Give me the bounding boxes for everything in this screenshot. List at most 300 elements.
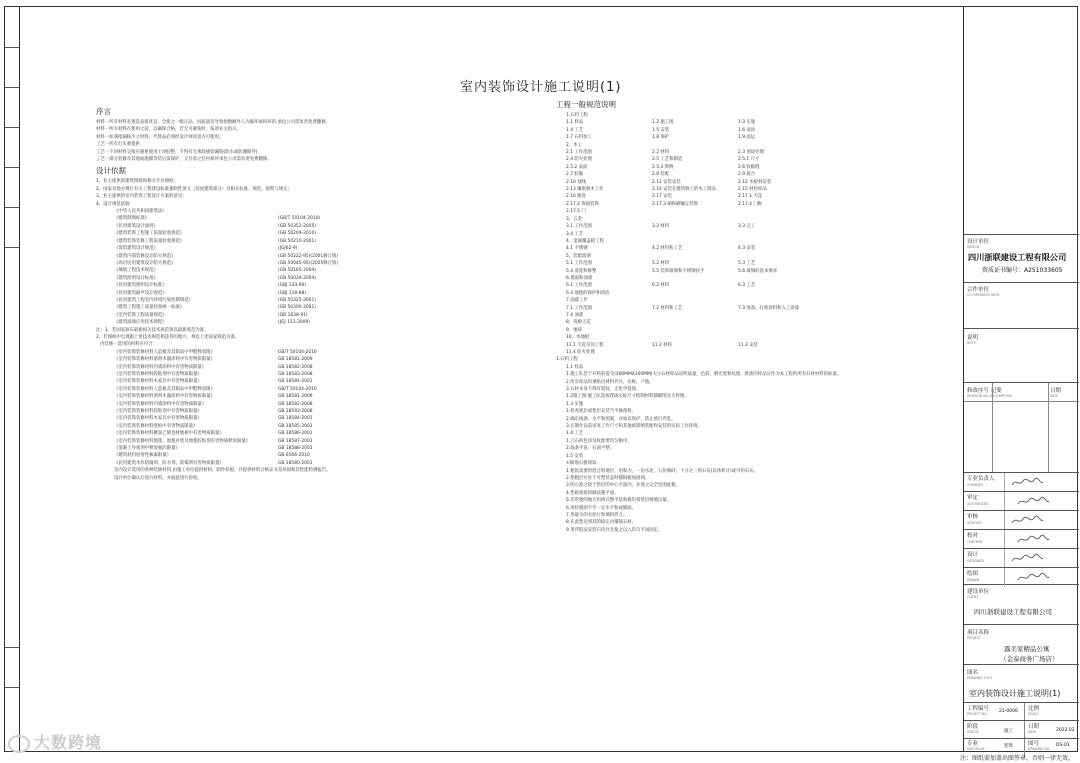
standard-row-cell: 《建筑玻璃应用技术规程》	[114, 320, 167, 326]
stone-heading: 1.石料工程	[556, 357, 578, 363]
toc-row-cell: 3.3 完工	[738, 224, 756, 230]
install-heading: ①铺地石板须知：	[566, 461, 601, 467]
toc-row-cell: 2.15 材料样品	[738, 187, 767, 193]
standard-row-cell: (GB 50300-2001)	[278, 305, 316, 311]
material-row-cell: 《建筑材料放射性核素限量》	[114, 453, 172, 459]
discipline-value: 装饰	[1004, 744, 1013, 749]
toc-row-cell	[652, 334, 738, 341]
toc-row-cell: 5.2 材料	[652, 261, 670, 267]
toc-row	[566, 119, 936, 126]
stone-sub-implement: 1.3 实施	[566, 401, 584, 407]
toc-row-cell	[652, 216, 738, 223]
date-sub: DATE	[1028, 730, 1037, 734]
standard-row	[114, 290, 396, 297]
preface-line: 工艺一所有灯头要提供	[96, 142, 140, 148]
standards-table	[96, 208, 396, 327]
toc-row-cell	[738, 319, 828, 326]
closing-line: 室内设计选用的各种装修材料,由施工单位提供材料、制作样板，并提供材料合格证书及环保和其性能检测报告。	[114, 468, 331, 474]
toc-row-cell: 11.1 天花吊顶工程	[566, 342, 604, 348]
toc-row	[566, 275, 936, 282]
toc-row-cell: 4.1 不锈钢	[566, 246, 588, 252]
toc-row-cell: 11.4 防火处理	[566, 350, 595, 355]
material-row-cell: 《室内装饰装修材料溶剂木器涂料中有害物质限量》	[114, 357, 215, 363]
footnote: 注：图纸需加盖出图签章，否则一律无效。	[959, 755, 1074, 762]
stage-cell	[964, 720, 1079, 738]
material-row-cell: 《室内装饰装修材料木家具中有害物质限量》	[114, 416, 202, 422]
role-sub: AUTHORIZED	[967, 502, 989, 506]
material-row	[114, 349, 396, 356]
toc-row-cell	[738, 297, 828, 304]
material-row-cell: GB/T 50104-2010	[278, 349, 317, 355]
toc-row	[566, 297, 936, 304]
standard-row	[114, 253, 396, 260]
standard-row	[114, 223, 396, 230]
signature-icon	[1010, 553, 1044, 566]
toc-row-cell: 7.2 材料和工艺	[652, 305, 683, 311]
toc-row	[566, 156, 936, 163]
toc-row-cell: 1.9 面运	[738, 135, 756, 141]
toc-row-cell: 2.6 收缩缝	[738, 164, 760, 170]
role-sub: DRAWN	[967, 578, 980, 582]
toc-row-cell	[652, 327, 738, 334]
toc-row-cell	[738, 334, 828, 341]
toc-row-cell: 6.3 工艺	[738, 283, 756, 289]
design-unit-sub: DESIGN	[967, 245, 980, 249]
material-row-cell: GB 18582-2008	[278, 401, 313, 407]
toc-row-cell: 5、装配玻璃	[566, 253, 591, 259]
preface-heading: 序言	[96, 107, 111, 116]
material-row-cell: 《室内装饰装修材料壁纸中有害物质限量》	[114, 423, 198, 429]
stone-item: 2.所有样品均须贴出材料代号，名称，产地。	[566, 379, 654, 385]
date-label: 日期	[1028, 724, 1040, 730]
page-title: 室内装饰设计施工说明(1)	[460, 80, 622, 95]
role-label: 绘图	[967, 571, 979, 577]
toc-row-cell: 7.1 工作范围	[566, 305, 592, 311]
material-row	[114, 423, 396, 430]
toc-row-cell: 1.6 清涂	[738, 127, 756, 133]
install-item: 5.非常要的地方用两式整平基和板均将垫层统地压紧。	[566, 498, 672, 504]
toc-row	[566, 164, 936, 171]
toc-row-cell: 2.8 装配	[652, 172, 670, 178]
install-item: 2.垫粗层应处于可塑状态时铺钢板加固网。	[566, 475, 650, 481]
toc-row-cell	[652, 319, 738, 326]
materials-heading: 内装修一选用的材料应符合	[100, 342, 153, 348]
toc-row-cell: 1.8 保护	[652, 135, 670, 141]
standard-row	[114, 260, 396, 267]
standard-row-cell: 《建筑装饰工程施工质量验收规范》	[114, 231, 185, 237]
role-label: 校对	[967, 533, 979, 539]
toc-row-cell: 2.5.1 尺寸	[738, 157, 760, 163]
toc-row-cell: 2.17.4 门框	[738, 201, 763, 207]
stone-implement-list	[566, 408, 936, 430]
toc-row-cell	[738, 208, 828, 215]
toc-row	[566, 238, 936, 245]
toc-row	[566, 305, 936, 312]
standard-row	[114, 215, 396, 222]
install-item: 4.垫板密接的做法施平面。	[566, 490, 619, 496]
standard-row-cell: 《建筑照明设计标准》	[114, 275, 158, 281]
standard-row-cell: 《民用建筑隔声设计规范》	[114, 290, 167, 296]
standard-row	[114, 304, 396, 311]
toc-row-cell: 6.1 工作范围	[566, 283, 592, 289]
material-row-cell: GB 18583-2008	[278, 372, 313, 377]
basis-list	[96, 178, 396, 208]
stone-item: 1.检查底层或垫层安装当平修预检。	[566, 409, 637, 415]
toc-row-cell: 2.14 安装在建筑物上的木工制品	[652, 187, 716, 193]
toc-row-cell	[652, 112, 738, 119]
standard-row-cell: (QB 1838-91)	[278, 312, 308, 318]
stage-sub: STATUS	[967, 730, 979, 734]
material-row	[114, 364, 396, 371]
toc-row-cell: 5.1 工作范围	[566, 261, 592, 267]
basis-item: 3、业主提供的室内装饰工程设计方案的意见；	[96, 194, 187, 200]
signature-icon	[1010, 477, 1044, 490]
material-row	[114, 401, 396, 408]
standard-row	[114, 312, 396, 319]
stone-item: 1.云石的色泽及纹理要均匀顺序。	[566, 438, 632, 444]
material-row	[114, 378, 396, 385]
toc-row-cell: 3.4 工艺	[566, 231, 584, 237]
toc-row-cell	[738, 112, 828, 119]
standard-row-cell: (JGJ62-9)	[278, 246, 298, 252]
watermark-text: 大数跨境	[34, 733, 103, 752]
standard-row-cell: (GB 50222-95)(2001修订版)	[278, 253, 339, 259]
toc-row-cell: 6.墙面和油漆	[566, 275, 593, 281]
toc-row	[566, 327, 936, 334]
standard-row-cell: (GB 50034-2004)	[278, 275, 316, 281]
toc-row-cell: 1.7 石料加工	[566, 135, 592, 141]
toc-row-cell: 7.3 准备、打底涂料和入工涂漆	[738, 305, 800, 311]
toc-row-cell	[738, 142, 828, 149]
toc-row-cell: 2.17.5 门	[566, 209, 586, 215]
toc-row-cell: 5.6 玻璃的基本要求	[738, 268, 778, 274]
toc-row	[566, 142, 936, 149]
projno-sub: PROJECT NO.	[967, 712, 988, 716]
basis-item: 1、业主提供的建筑图纸和相关专业图纸；	[96, 179, 178, 185]
project-sub: PROJECT	[967, 636, 981, 640]
toc-row-cell: 2.2 材料	[652, 150, 670, 156]
discipline-cell	[964, 738, 1079, 752]
toc-row	[566, 208, 936, 215]
standard-row-cell: 《建筑工程施工质量验收统一标准》	[114, 305, 185, 311]
material-row	[114, 452, 396, 459]
toc-row-cell: 5.4 清洗和修整	[566, 268, 597, 274]
scale-sub: SCALE	[1028, 712, 1039, 716]
standard-row	[114, 297, 396, 304]
revision-label: 修改序号 记要	[967, 388, 1002, 394]
standard-row-cell: 《建筑装饰装修工程质量验收规范》	[114, 238, 185, 244]
role-row	[964, 529, 1079, 548]
signature-icon	[1010, 515, 1044, 528]
toc-row-cell	[652, 208, 738, 215]
standard-row-cell: (GB 50045-95)(2005修订版)	[278, 260, 339, 266]
toc-row	[566, 127, 936, 134]
toc-row-cell: 10、木地板	[566, 335, 590, 341]
material-row-cell: 《室内装饰装修材料人造板及其制品中甲醛释放限》	[114, 386, 215, 392]
note-line: 2、若图纸中出现跟上述技术规范相违背的地方，须以上述国家规范为准。	[96, 334, 240, 340]
material-row-cell: GB 18582-2008	[278, 364, 313, 370]
general-spec-heading: 工程一般规范说明	[556, 100, 616, 109]
role-sub: VERIFIED	[967, 521, 982, 525]
material-row-cell: 《室内装饰装修材料内墙涂料中有害物质限量》	[114, 364, 207, 370]
build-unit-cell	[964, 584, 1079, 624]
material-row-cell: GB 18581-2009	[278, 394, 313, 400]
material-row	[114, 386, 396, 393]
design-company: 四川浙联建设工程有限公司	[968, 252, 1067, 262]
revision-sub: REVISION NO. DESCRIPTION	[967, 394, 1012, 398]
toc-row-cell	[738, 349, 828, 356]
revision-date-sub: DATE	[1050, 394, 1059, 398]
toc-row	[566, 134, 936, 141]
cert-number: 资质证书编号：A251033605	[982, 267, 1063, 274]
right-column	[556, 97, 936, 534]
standard-row-cell: 《建筑内部装修设计防火规范》	[114, 253, 176, 259]
role-row	[964, 548, 1079, 567]
toc-row-cell: 2.7 胶黏	[566, 172, 584, 178]
toc-row	[566, 334, 936, 341]
toc-row	[566, 186, 936, 193]
stone-sub-samples: 1.1 样品	[566, 364, 584, 370]
material-row-cell: 《民用建筑木作防腐剂、防水剂、防霉剂有害物质限量》	[114, 460, 224, 466]
projno-cell	[964, 702, 1079, 720]
standard-row-cell: (GB 50209-2010)	[278, 231, 316, 237]
stone-samples-list	[566, 371, 936, 401]
build-unit-sub: CLIENT	[967, 595, 979, 599]
toc-row-cell: 1.3 实施	[738, 120, 756, 126]
projno-value: 21-0006	[999, 709, 1018, 714]
stone-sub-install: 1.5 安装	[566, 453, 584, 459]
drawing-no-sub: DRAWING NO.	[1028, 747, 1051, 751]
material-row	[114, 430, 396, 437]
date-value: 2022.02	[1056, 728, 1075, 733]
toc-row	[566, 201, 936, 208]
material-row-cell: 《室内装饰装修材料人造板及其制品中甲醛释放限》	[114, 349, 215, 355]
stone-item: 3.在制作以前审查工作尺寸和其他被影响装配和安装的实际工作环境。	[566, 424, 702, 430]
closing-line: 设计单位确认后进行材料，并据此进行验收。	[114, 475, 202, 481]
toc-row-cell	[738, 312, 828, 319]
drawing-no-value: DS-01	[1056, 743, 1070, 748]
project-label: 项目名称	[967, 630, 990, 636]
signature-icon	[1016, 534, 1050, 547]
material-row-cell: GB 18584-2001	[278, 416, 313, 422]
stone-item: 3.石材本身不得有裂纹，无化学侵蚀。	[566, 387, 641, 393]
material-row	[114, 408, 396, 415]
toc-row-cell	[738, 216, 828, 223]
standard-row	[114, 267, 396, 274]
install-item: 8.在此垫达到其的稳定由铺铺石材。	[566, 520, 637, 526]
toc-row-cell: 7.油漆工作	[566, 298, 588, 304]
role-row	[964, 510, 1079, 529]
projno-label: 工程编号	[967, 706, 990, 712]
build-unit-name: 四川浙联建设工程有限公司	[974, 608, 1052, 616]
watermark	[8, 730, 102, 753]
toc-row-cell: 2.3 预涂处理	[738, 150, 764, 156]
toc-row-cell: 1.石料工程	[566, 113, 588, 118]
toc-row	[566, 349, 936, 356]
role-sub: CHECKED	[967, 540, 983, 544]
stone-craft-list	[566, 438, 936, 453]
toc-row-cell: 8、筏板天花	[566, 320, 591, 326]
toc-row-cell: 2.5 工艺和制造	[652, 157, 683, 163]
stone-item: 2.线条平直，石面平整。	[566, 446, 615, 452]
build-unit-label: 建设单位	[967, 589, 990, 595]
toc-row-cell	[738, 290, 828, 297]
role-sub: CHARGED	[967, 483, 983, 487]
toc-row-cell: 6.2 材料	[652, 283, 670, 289]
drawing-label: 图名	[967, 670, 979, 676]
toc-row-cell: 4.3 安装	[738, 246, 756, 252]
toc-row-cell: 11.3 安装	[738, 342, 758, 348]
toc-row	[566, 171, 936, 178]
material-row	[114, 393, 396, 400]
preface-line: 材料一所有材料在使用之前，以确保合格，若无可避免时，报请业主指示。	[96, 127, 241, 133]
toc-row-cell: 2.13 镶嵌板木工作	[566, 187, 604, 193]
material-row-cell: GB 18587-2001	[278, 438, 313, 444]
left-column	[96, 104, 396, 482]
stage-value: 施工	[1004, 729, 1013, 734]
toc-row-cell: 2.1 工作范围	[566, 150, 592, 156]
install-item: 6.用样板刮平至一定水平和或铺面。	[566, 505, 637, 511]
materials-table	[96, 349, 396, 468]
material-row-cell: GB 18583-2008	[278, 409, 313, 415]
binding-strip	[5, 7, 20, 751]
coop-sub: CO-OPERATED WITH	[967, 293, 1000, 297]
project-branch: （金泰商务广场店）	[1000, 655, 1059, 663]
coop-cell	[964, 282, 1079, 324]
toc-row-cell: 5.5 装饰玻璃和不锈钢扶手	[652, 268, 705, 274]
toc-row	[566, 290, 936, 297]
material-row-cell: 《混凝土外加剂中释放氨的限量》	[114, 446, 180, 452]
install-list	[566, 468, 936, 535]
material-row-cell: GB 6566-2010	[278, 453, 310, 459]
toc-row-cell: 2.5.2 表面	[566, 164, 588, 170]
toc-row-cell: 2.17 安装	[652, 194, 672, 200]
toc-row-cell: 1.5 安装	[652, 127, 670, 133]
material-row-cell: GB 18585-2001	[278, 423, 313, 429]
material-row	[114, 445, 396, 452]
toc-row-cell	[738, 275, 828, 282]
material-row-cell: GB 18584-2001	[278, 379, 313, 385]
toc-row	[566, 260, 936, 267]
toc-row-cell: 7.4 油漆	[566, 312, 584, 318]
standard-row-cell	[278, 208, 358, 215]
revision-date-label: 日期	[1050, 388, 1062, 394]
preface-line: 工艺一不同材料交接应避免使用干净胶整，不得有无须政痛留漏缝(防水或防潮除外)	[96, 149, 258, 155]
preface-line: 材料一如遇指漏缺少之材料，代替品必须经设计师同意方可使用。	[96, 134, 224, 140]
basis-item: 4、设计规范依据：	[96, 201, 134, 207]
toc-row	[566, 312, 936, 319]
material-row	[114, 371, 396, 378]
material-row-cell: 《室内装饰装修材料胶粘剂中有害物质限量》	[114, 409, 202, 415]
material-row-cell: 《室内装饰装修材料聚氯乙烯卷材地板中有害物质限量》	[114, 431, 224, 437]
standard-row	[114, 282, 396, 289]
toc-row-cell: 2.16 擦洗	[566, 194, 586, 200]
standard-row-cell: 《高层民用建筑设计防火规范》	[114, 260, 176, 266]
material-row-cell: 《室内装饰装修材料木家具中有害物质限量》	[114, 379, 202, 385]
toc-row	[566, 245, 936, 252]
toc-row-cell: 3.2 材料	[652, 224, 670, 230]
signature-icon	[1016, 572, 1050, 585]
project-name: 露美家精品公寓	[1004, 645, 1050, 653]
notes-label: 说明	[967, 335, 979, 341]
material-row-cell: GB 18586-2001	[278, 431, 313, 437]
toc-row-cell: 11.2 材料	[652, 342, 672, 348]
standard-row-cell: (GB 50210-2001)	[278, 238, 316, 244]
toc-row-cell	[652, 312, 738, 319]
toc-row-cell: 2.17.2 饰面装饰	[566, 201, 599, 207]
toc-row-cell: 2.11 安装安装	[652, 179, 681, 185]
toc-row-cell: 5.3 工艺	[738, 261, 756, 267]
coop-label: 合作单位	[967, 287, 990, 293]
standard-row-cell: 《建筑制图标准》	[114, 216, 150, 222]
standard-row-cell: (GB/T 50104-2010)	[278, 216, 321, 222]
material-row-cell: GB 18588-2001	[278, 446, 313, 452]
stone-item: 1.2施工图:施工队需按现场实际尺寸绘制材料铺砌图及大样图。	[566, 394, 689, 400]
material-row	[114, 415, 396, 422]
toc-row-cell: 2.4 防火处理	[566, 157, 592, 163]
toc-row-cell: 4、金属覆盖板工程	[566, 238, 604, 244]
material-row-cell: GB 18581-2009	[278, 357, 313, 363]
notes-list	[96, 327, 396, 342]
toc-row	[566, 223, 936, 230]
toc-row-cell	[652, 142, 738, 149]
toc-row	[566, 319, 936, 326]
toc-row-cell: 1.2 施工图	[652, 120, 674, 126]
discipline-label: 专业	[967, 741, 979, 747]
toc-row-cell	[738, 231, 828, 238]
standard-row	[114, 319, 396, 326]
toc-row	[566, 112, 936, 119]
standard-row-cell: 《民用建筑设计通则》	[114, 223, 158, 229]
stone-item: 1.施工队若于开料前提交(300MMX300MM)大小石材样品说明质量，色彩，磨光度和纹理，批准的样品应作为本工程的所有石材材料的标准。	[566, 372, 842, 378]
toc-row-cell	[652, 231, 738, 238]
toc-row-cell: 2.17.1 天花	[738, 194, 763, 200]
role-row	[964, 491, 1079, 510]
role-sub: DESIGNED	[967, 559, 984, 563]
drawing-no-label: 图号	[1028, 741, 1040, 747]
material-row	[114, 356, 396, 363]
toc-row-cell	[652, 238, 738, 245]
toc-row-cell: 2、木工	[566, 142, 582, 148]
toc-row	[566, 342, 936, 349]
title-block	[963, 6, 1079, 752]
material-row-cell: 《室内装饰装修材料内墙涂料中有害物质限量》	[114, 401, 207, 407]
material-row	[114, 438, 396, 445]
toc-row-cell	[652, 349, 738, 356]
spec-toc	[556, 112, 936, 356]
toc-row-cell	[652, 275, 738, 282]
standard-row	[114, 208, 396, 215]
design-unit-label: 设计单位	[967, 239, 990, 245]
notes-cell	[964, 328, 1079, 382]
stone-item: 2.确定线条，水平和图案，并加以保护，防止被行弄乱。	[566, 416, 676, 422]
standard-row	[114, 238, 396, 245]
toc-row-cell: 3、五金	[566, 216, 582, 222]
toc-row	[566, 216, 936, 223]
toc-row-cell: 2.9 接合	[738, 172, 756, 178]
toc-row-cell	[738, 238, 828, 245]
drawing-sub: DRAWING TITLE	[967, 676, 993, 680]
standard-row	[114, 275, 396, 282]
standard-row-cell: (GB 50325-2001)	[278, 297, 316, 303]
material-row-cell: 《室内装饰装修材料地毯、地毯衬垫及地毯胶粘剂有害物质释放限量》	[114, 438, 251, 444]
stone-sub-craft: 1.4 工艺	[566, 431, 584, 437]
standard-row-cell: (GBJ 118-88)	[278, 290, 307, 296]
toc-row-cell: 2.12 木板材安装	[738, 179, 772, 185]
standard-row-cell: 《民用建筑工程室内环境污染控制规范》	[114, 297, 194, 303]
preface-line: 材料一所有材料必须是品质优良，全新之一级正品，因质量差导致指数额外人为破坏或损坏的,承包公司需负责免费翻修。	[96, 120, 331, 125]
role-label: 专业负责人	[967, 476, 995, 482]
